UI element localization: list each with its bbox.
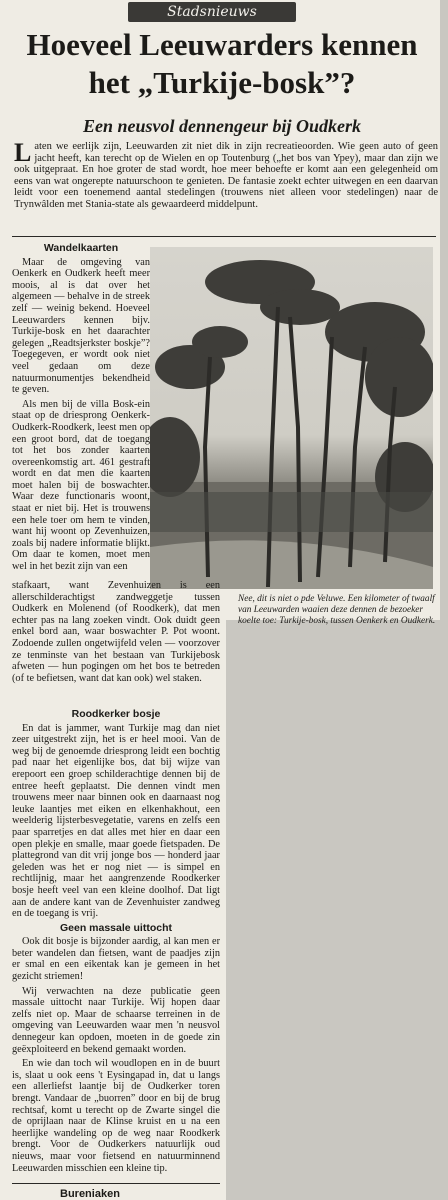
subheadline: Een neusvol dennengeur bij Oudkerk (82, 116, 362, 136)
pine-trees-illustration (150, 247, 433, 589)
blank-area (226, 620, 448, 1200)
paragraph: Wij verwachten na deze publicatie geen massale uittocht naar Turkije. Wij hopen daar zelfs niet op. Maar de schaarse terreinen in de omgeving van Leeuwarden waar men 'n neusvol dennegeur kan opdoen, moeten in de goede zin geëxploiteerd en bekend gemaakt worden. (12, 985, 220, 1055)
section-heading-roodkerker: Roodkerker bosje (71, 708, 161, 720)
intro-paragraph (14, 138, 438, 211)
headline-line-1: Hoeveel Leeuwarders kennen (26, 27, 418, 62)
column-wandelkaarten (12, 240, 150, 576)
paragraph: En dat is jammer, want Turkije mag dan niet zeer uitgestrekt zijn, het is er heel mooi. Van de weg bij de genoemde driesprong leidt een bochtig pad naar het eigenlijke bos, dat bij wijze van erepoort een groep schilderachtige dennen bij de entree heeft geplaatst. Die dennen vindt men trouwens meer naar binnen ook en daarnaast nog leuke laantjes met eiken en elkenhakhout, een weelderig lijsterbesvegetatie, varens en zelfs een paar sparretjes en dat alles met hier en daar een open plekje en smalle, maar goede fietspaden. De plattegrond van dit vrij jonge bos — honderd jaar geleden was het er nog niet — is simpel en rechtlijnig, maar het aangrenzende Roodkerker bosje heeft veel van een kleine doolhof. Dat ligt aan de andere kant van de Zevenhuister zandweg en de toegang is vrij. (12, 722, 220, 920)
forest-photo (150, 247, 433, 589)
paragraph: En wie dan toch wil woudlopen en in de buurt is, slaat u ook eens 't Eysingapad in, dat u langs een allerliefst laantje bij de Oudkerker toren brengt. Vandaar de „buorren” door en bij de brug rechtsaf, komt u terecht op de Zwarte singel die de oprijlaan naar de Klinse kruist en u na een heerlijke wandeling op de weg naar Roodkerk brengt. Voor de Oudkerkers natuurlijk oud nieuws, maar voor fietsend en natuurminnend Leeuwarden misschien een kleine tip. (12, 1058, 220, 1174)
divider (12, 236, 436, 237)
headline (8, 26, 436, 102)
photo-caption: Nee, dit is niet o pde Veluwe. Een kilometer of twaalf van Leeuwarden waaien deze dennen de bezoeker koelte toe: Turkije-bosk, tussen Oenkerk en Oudkerk. (238, 594, 436, 626)
section-heading-wandelkaarten: Wandelkaarten (43, 242, 119, 254)
headline-line-2: het „Turkije-bosk”? (88, 65, 356, 100)
divider (12, 1183, 220, 1184)
section-heading-massale: Geen massale uittocht (59, 921, 173, 934)
column-wandelkaarten-continued (12, 580, 220, 687)
intro-text: aten we eerlijk zijn, Leeuwarden zit niet dik in zijn recreatieoorden. Wie geen auto of geen jacht heeft, kan terecht op de Wielen en op Toutenburg („het bos van Ypey), maar dan zijn we ook uitgepraat. En hoe groter de stad wordt, hoe meer behoefte er komt aan een gelegenheid om eens van wat ongerepte natuurschoon te genieten. De fantasie zoekt echter uitwegen en een daarvan leidt voor een toenemend aantal stedelingen (trouwens niet alleen voor stedelingen) naar de Trynwâlden met Stania-state als gewaardeerd middelpunt. (14, 141, 438, 210)
drop-cap: L (14, 138, 32, 167)
paragraph: Ook dit bosje is bijzonder aardig, al kan men er beter wandelen dan fietsen, want de paadjes zijn er smal en een eikentak kan je gemeen in het gezicht striemen! (12, 936, 220, 983)
next-article-heading: Bureniaken (60, 1188, 120, 1200)
paragraph: Als men bij de villa Bosk-ein staat op de driesprong Oenkerk-Oudkerk-Roodkerk, leest men op een groot bord, dat de toegang tot het bos zonder kaarten overeenkomstig art. 461 gestraft wordt en dat men die kaarten moet halen bij de boswachter. Waar deze functionaris woont, staat er niet bij. Het is trouwens een hele toer om hem te vinden, want hij woont op Zevenhuizen, zoals bij nadere informatie blijkt. Om daar te komen, moet men wel in het bezit zijn van een (12, 398, 150, 573)
section-banner: Stadsnieuws (128, 2, 296, 22)
paragraph: Maar de omgeving van Oenkerk en Oudkerk heeft meer moois, al is dat over het algemeen — behalve in de streek zelf — weinig bekend. Hoeveel Leeuwarders kennen bijv. Turkije-bosk en het daarachter gelegen „Readtsjerkster boskje”? Toegegeven, er wordt ook niet veel gedaan om deze natuurmonumentjes bekendheid te geven. (12, 256, 150, 396)
paragraph: stafkaart, want Zevenhuizen is een allerschilderachtigst zandweggetje tussen Oudkerk en Molenend (of Roodkerk), dat men echter pas na lang zoeken vindt. Ook duidt geen enkel bord aan, waar boswachter P. Pot woont. Zodoende zullen ongetwijfeld velen — voorzover ze tenminste van het bestaan van Turkijebosk afweten — hun pogingen om het bos te betreden (of te befietsen, want dat kan ook) wel staken. (12, 580, 220, 684)
column-roodkerker (12, 706, 220, 1177)
